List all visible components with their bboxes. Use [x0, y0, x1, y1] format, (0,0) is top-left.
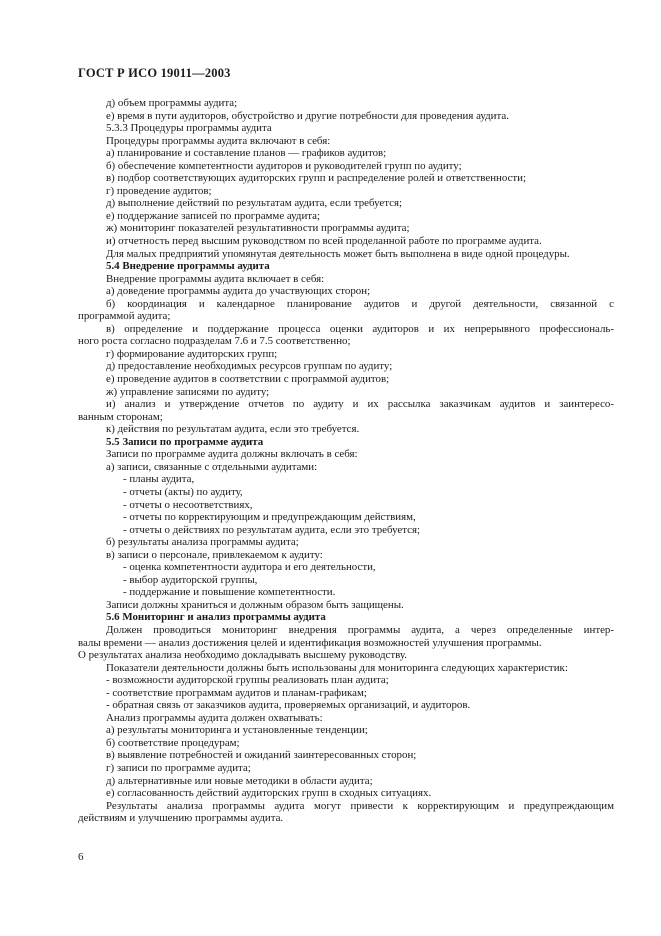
text-line: программой аудита; [78, 310, 171, 323]
page-header: ГОСТ Р ИСО 19011—2003 [78, 66, 231, 80]
text-line: ванным сторонам; [78, 410, 163, 423]
text-line: а) планирование и составление планов — графиков аудитов; [106, 147, 387, 160]
text-line: - отчеты по корректирующим и предупреждающим действиям, [123, 511, 416, 524]
text-line: е) проведение аудитов в соответствии с программой аудитов; [106, 373, 390, 386]
text-line: а) доведение программы аудита до участвующих сторон; [106, 285, 371, 298]
text-line: г) записи по программе аудита; [106, 761, 251, 774]
text-line: д) предоставление необходимых ресурсов группам по аудиту; [106, 360, 393, 373]
text-line: е) поддержание записей по программе аудита; [106, 209, 321, 222]
text-line: Записи по программе аудита должны включать в себя: [106, 448, 358, 461]
text-line: ж) мониторинг показателей результативности программы аудита; [106, 222, 410, 235]
text-line: Процедуры программы аудита включают в себя: [106, 134, 331, 147]
text-line: 5.3.3 Процедуры программы аудита [106, 122, 272, 135]
text-line: в) подбор соответствующих аудиторских групп и распределение ролей и ответственности; [106, 172, 527, 185]
text-line: б) соответствие процедурам; [106, 736, 240, 749]
text-line: О результатах анализа необходимо докладывать высшему руководству. [78, 649, 407, 662]
text-line: а) записи, связанные с отдельными аудитами: [106, 460, 318, 473]
text-line: - поддержание и повышение компетентности. [123, 586, 336, 599]
text-line: в) определение и поддержание процесса оценки аудиторов и их непрерывного профессиональ- [106, 322, 614, 335]
text-line: Для малых предприятий упомянутая деятельность может быть выполнена в виде одной процедуры. [106, 247, 570, 260]
text-line: - возможности аудиторской группы реализовать план аудита; [106, 674, 389, 687]
section-heading: 5.6 Мониторинг и анализ программы аудита [106, 611, 326, 624]
text-line: д) альтернативные или новые методики в области аудита; [106, 774, 373, 787]
text-line: валы времени — анализ достижения целей и идентификация возможностей улучшения программы. [78, 636, 542, 649]
text-line: - отчеты о действиях по результатам аудита, если это требуется; [123, 523, 421, 536]
text-line: в) выявление потребностей и ожиданий заинтересованных сторон; [106, 749, 417, 762]
text-line: в) записи о персонале, привлекаемом к аудиту: [106, 548, 323, 561]
text-line: б) координация и календарное планирование аудитов и другой деятельности, связанной с [106, 297, 614, 310]
text-line: Показатели деятельности должны быть использованы для мониторинга следующих характеристик: [106, 661, 568, 674]
text-line: Должен проводиться мониторинг внедрения программы аудита, а через определенные интер- [106, 623, 614, 636]
text-line: - планы аудита, [123, 473, 195, 486]
text-line: - оценка компетентности аудитора и его деятельности, [123, 561, 376, 574]
text-line: - обратная связь от заказчиков аудита, проверяемых организаций, и аудиторов. [106, 699, 471, 712]
text-line: д) объем программы аудита; [106, 97, 238, 109]
text-line: - отчеты (акты) по аудиту, [123, 485, 243, 498]
text-line: - соответствие программам аудитов и планам-графикам; [106, 686, 367, 699]
text-line: Внедрение программы аудита включает в себя: [106, 272, 325, 285]
text-line: а) результаты мониторинга и установленные тенденции; [106, 724, 368, 737]
text-line: - отчеты о несоответствиях, [123, 498, 253, 511]
text-line: е) согласованность действий аудиторских групп в сходных ситуациях. [106, 787, 432, 800]
text-line: Результаты анализа программы аудита могут привести к корректирующим и предупреждающим [106, 799, 614, 812]
text-line: б) результаты анализа программы аудита; [106, 536, 299, 549]
text-line: Анализ программы аудита должен охватывать: [106, 711, 323, 724]
text-line: действиям и улучшению программы аудита. [78, 812, 284, 825]
section-heading: 5.5 Записи по программе аудита [106, 435, 264, 448]
section-heading: 5.4 Внедрение программы аудита [106, 260, 270, 273]
text-line: г) проведение аудитов; [106, 184, 212, 197]
text-line: и) отчетность перед высшим руководством по всей проделанной работе по программе аудита. [106, 235, 542, 248]
page-number: 6 [78, 851, 84, 863]
text-line: ж) управление записями по аудиту; [106, 385, 270, 398]
text-line: - выбор аудиторской группы, [123, 573, 258, 586]
text-line: ного роста согласно подразделам 7.6 и 7.5 соответственно; [78, 335, 351, 348]
text-line: г) формирование аудиторских групп; [106, 347, 278, 360]
text-line: и) анализ и утверждение отчетов по аудиту и их рассылка заказчикам аудитов и заинтересо- [106, 398, 614, 411]
text-line: е) время в пути аудиторов, обустройство и другие потребности для проведения аудита. [106, 109, 509, 122]
text-line: Записи должны храниться и должным образом быть защищены. [106, 598, 404, 611]
text-line: к) действия по результатам аудита, если это требуется. [106, 423, 360, 436]
text-line: б) обеспечение компетентности аудиторов и руководителей групп по аудиту; [106, 159, 462, 172]
document-body [78, 97, 614, 825]
text-line: д) выполнение действий по результатам аудита, если требуется; [106, 197, 403, 210]
